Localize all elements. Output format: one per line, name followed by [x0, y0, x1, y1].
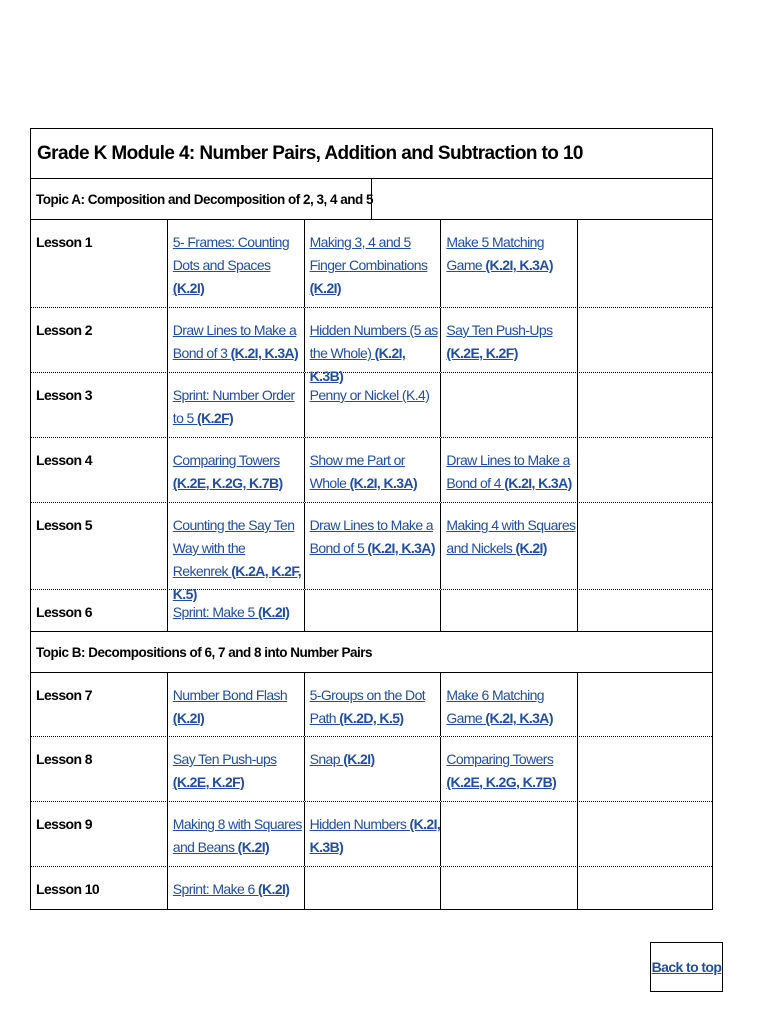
standards-code: (K.2I, K.3A)	[485, 710, 553, 726]
activity-title: Making 3, 4 and 5 Finger Combinations	[309, 234, 428, 273]
activity-cell	[441, 673, 578, 736]
activity-link[interactable]	[446, 687, 553, 726]
table-row	[31, 590, 712, 632]
activity-link[interactable]	[173, 881, 290, 897]
lesson-label: Lesson 5	[31, 503, 168, 589]
activity-title: Make 5 Matching Game	[446, 234, 544, 273]
standards-code: (K.2E, K.2F)	[172, 774, 245, 790]
topic-b-row	[31, 632, 712, 673]
activity-title: Draw Lines to Make a Bond of 4	[446, 452, 570, 491]
standards-code: (K.2I)	[309, 280, 341, 296]
activity-title: Snap	[309, 751, 344, 767]
activity-link[interactable]	[173, 816, 302, 855]
table-row	[31, 220, 712, 308]
topic-a-heading: Topic A: Composition and Decomposition of 2, 3, 4 and 5	[31, 179, 372, 219]
standards-code: (K.2E, K.2G, K.7B)	[446, 774, 557, 790]
activity-link[interactable]	[446, 322, 552, 361]
standards-code: (K.2I, K.3A)	[504, 475, 572, 491]
standards-code: (K.2D, K.5)	[339, 710, 404, 726]
activity-title: Hidden Numbers (5 as the Whole)	[309, 322, 438, 361]
empty-cell	[578, 373, 712, 437]
activity-title: Say Ten Push-Ups	[446, 322, 553, 338]
lesson-label: Lesson 10	[31, 867, 168, 909]
activity-cell	[305, 673, 442, 736]
standards-code: (K.2I, K.3A)	[367, 540, 435, 556]
activity-link[interactable]	[173, 751, 277, 790]
empty-cell	[578, 503, 712, 589]
empty-cell	[441, 867, 578, 909]
activity-title: Number Bond Flash	[172, 687, 288, 703]
activity-title: Penny or Nickel (K.4)	[309, 387, 430, 403]
activity-title: Comparing Towers	[446, 751, 554, 767]
standards-code: (K.2I, K.3A)	[349, 475, 418, 491]
activity-link[interactable]	[173, 452, 283, 491]
activity-title: Making 8 with Squares and Beans	[172, 816, 302, 855]
activity-title: Sprint: Make 5	[172, 604, 258, 620]
empty-cell	[578, 590, 712, 631]
activity-cell	[305, 373, 442, 437]
standards-code: (K.2E, K.2G, K.7B)	[172, 475, 283, 491]
activity-title: 5-Groups on the Dot Path	[309, 687, 426, 726]
activity-cell	[168, 308, 305, 372]
page-title: Grade K Module 4: Number Pairs, Addition and Subtraction to 10	[31, 129, 712, 179]
activity-title: Draw Lines to Make a Bond of 5	[309, 517, 433, 556]
activity-cell	[305, 737, 442, 801]
activity-link[interactable]	[173, 387, 295, 426]
standards-code: (K.2F)	[197, 410, 234, 426]
standards-code: (K.2I)	[257, 881, 290, 897]
empty-cell	[578, 867, 712, 909]
activity-title: Hidden Numbers	[309, 816, 410, 832]
activity-link[interactable]	[446, 234, 553, 273]
activity-link[interactable]	[173, 604, 290, 620]
activity-cell	[168, 590, 305, 631]
empty-cell	[578, 220, 712, 307]
table-row	[31, 373, 712, 438]
activity-cell	[305, 308, 442, 384]
activity-link[interactable]	[173, 687, 287, 726]
topic-a-lessons	[31, 220, 712, 632]
activity-link[interactable]	[446, 751, 556, 790]
activity-link[interactable]	[310, 687, 425, 726]
activity-title: Make 6 Matching Game	[446, 687, 544, 726]
module-table	[30, 128, 713, 910]
activity-cell	[441, 737, 578, 801]
activity-cell	[441, 438, 578, 502]
activity-cell	[305, 220, 442, 307]
standards-code: (K.2I, K.3A)	[230, 345, 299, 361]
empty-cell	[305, 867, 442, 909]
activity-title: Draw Lines to Make a Bond of 3	[172, 322, 297, 361]
activity-link[interactable]	[446, 517, 575, 556]
lesson-label: Lesson 9	[31, 802, 168, 866]
activity-title: 5- Frames: Counting Dots and Spaces	[172, 234, 290, 273]
activity-cell	[168, 503, 305, 602]
activity-link[interactable]	[310, 517, 435, 556]
standards-code: (K.2I, K.3B)	[309, 345, 406, 384]
activity-cell	[168, 737, 305, 801]
activity-link[interactable]	[310, 452, 417, 491]
activity-link[interactable]	[446, 452, 571, 491]
activity-title: Making 4 with Squares and Nickels	[446, 517, 576, 556]
empty-cell	[578, 802, 712, 866]
topic-b-lessons	[31, 673, 712, 909]
standards-code: (K.2I)	[172, 710, 205, 726]
empty-cell	[578, 308, 712, 372]
activity-title: Sprint: Number Order to 5	[172, 387, 295, 426]
lesson-label: Lesson 3	[31, 373, 168, 437]
activity-title: Show me Part or Whole	[309, 452, 405, 491]
activity-cell	[168, 802, 305, 866]
standards-code: (K.2I)	[172, 280, 205, 296]
table-row	[31, 503, 712, 602]
activity-cell	[441, 220, 578, 307]
table-row	[31, 737, 712, 802]
standards-code: (K.2E, K.2F)	[446, 345, 518, 361]
activity-link[interactable]	[173, 234, 289, 296]
empty-cell	[578, 737, 712, 801]
lesson-label: Lesson 7	[31, 673, 168, 736]
activity-cell	[441, 503, 578, 589]
standards-code: (K.2A, K.2F, K.5)	[172, 563, 302, 602]
table-row	[31, 802, 712, 867]
standards-code: (K.2I, K.3B)	[309, 816, 441, 855]
activity-title: Comparing Towers	[172, 452, 280, 468]
activity-cell	[168, 220, 305, 307]
activity-title: Say Ten Push-ups	[172, 751, 277, 767]
activity-cell	[168, 673, 305, 736]
activity-link[interactable]	[310, 816, 441, 855]
lesson-label: Lesson 1	[31, 220, 168, 307]
activity-cell	[168, 438, 305, 502]
lesson-label: Lesson 8	[31, 737, 168, 801]
table-row	[31, 673, 712, 737]
standards-code: (K.2I)	[237, 839, 270, 855]
activity-link[interactable]	[310, 234, 428, 296]
lesson-label: Lesson 4	[31, 438, 168, 502]
empty-cell	[578, 673, 712, 736]
lesson-label: Lesson 6	[31, 590, 168, 631]
empty-cell	[441, 802, 578, 866]
activity-cell	[305, 802, 442, 866]
activity-link[interactable]	[310, 751, 375, 767]
empty-cell	[441, 373, 578, 437]
back-to-top-link[interactable]: Back to top	[650, 942, 723, 992]
activity-cell	[305, 438, 442, 502]
activity-title: Sprint: Make 6	[172, 881, 258, 897]
activity-cell	[168, 373, 305, 437]
activity-link[interactable]	[310, 387, 430, 403]
table-row	[31, 867, 712, 909]
topic-b-heading: Topic B: Decompositions of 6, 7 and 8 into Number Pairs	[36, 645, 373, 660]
activity-cell	[441, 308, 578, 372]
activity-link[interactable]	[173, 322, 298, 361]
empty-cell	[578, 438, 712, 502]
standards-code: (K.2I, K.3A)	[485, 257, 553, 273]
table-row	[31, 438, 712, 503]
empty-cell	[305, 590, 442, 631]
activity-cell	[305, 503, 442, 589]
standards-code: (K.2I)	[343, 751, 375, 767]
standards-code: (K.2I)	[257, 604, 290, 620]
topic-a-row	[31, 179, 712, 220]
lesson-label: Lesson 2	[31, 308, 168, 372]
empty-cell	[441, 590, 578, 631]
standards-code: (K.2I)	[515, 540, 547, 556]
table-row	[31, 308, 712, 384]
activity-cell	[168, 867, 305, 909]
activity-title: Counting the Say Ten Way with the Rekenrek	[172, 517, 295, 579]
